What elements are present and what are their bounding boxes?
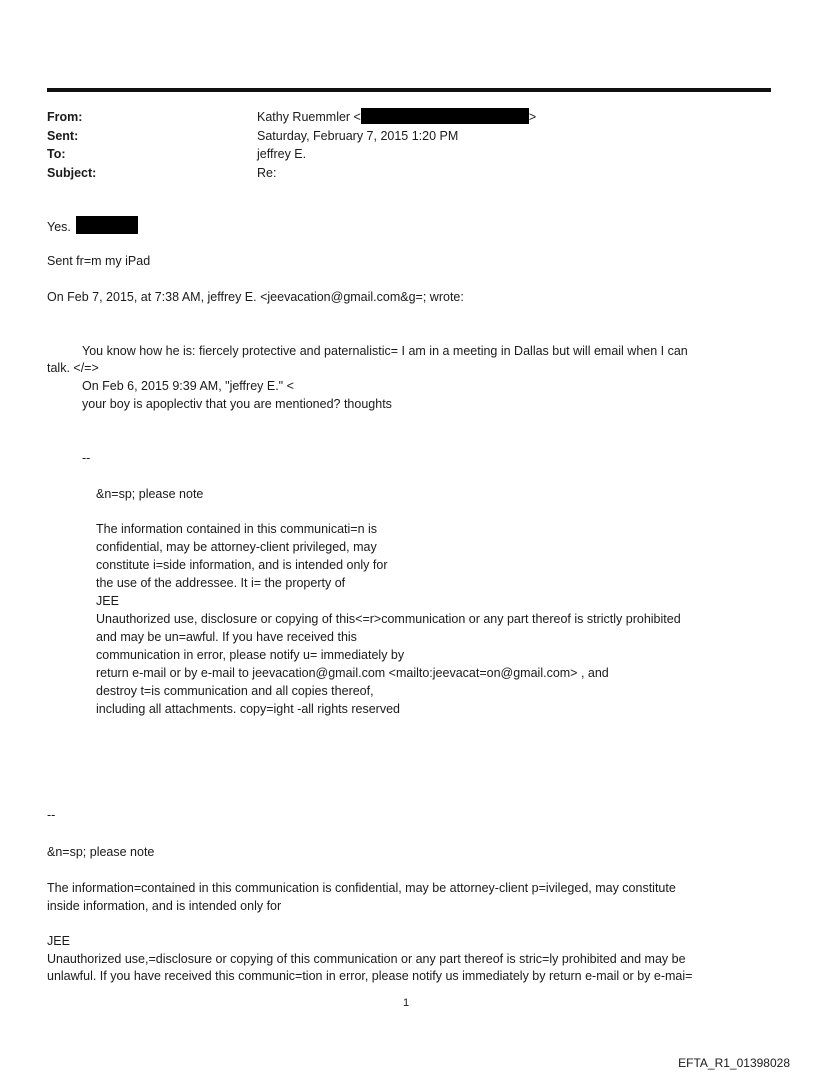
- notice-line: confidential, may be attorney-client privileged, may: [96, 540, 377, 554]
- quote-line-2: talk. </=>: [47, 361, 99, 375]
- yes-line: [47, 216, 138, 236]
- sender-name: Kathy Ruemmler <: [257, 110, 361, 124]
- quote-line-4: your boy is apoplectiv that you are mentioned? thoughts: [82, 397, 392, 411]
- notice3-line-1: Unauthorized use,=disclosure or copying of this communication or any part thereof is stric=ly prohibited and may be: [47, 952, 686, 966]
- sent-row: [47, 127, 771, 146]
- signature-dashes-2: --: [47, 808, 56, 822]
- notice-line: including all attachments. copy=ight -all rights reserved: [96, 702, 400, 716]
- subject-row: [47, 164, 771, 183]
- to-label: To:: [47, 147, 66, 161]
- redaction-box: [76, 216, 138, 234]
- from-value: [257, 108, 536, 127]
- notice-line: The information contained in this communicati=n is: [96, 522, 378, 536]
- email-header: [47, 108, 771, 182]
- bates-number: EFTA_R1_01398028: [678, 1056, 790, 1070]
- from-row: [47, 108, 771, 127]
- notice2-line-1: The information=contained in this communication is confidential, may be attorney-client p=ivileged, may constitute: [47, 881, 676, 895]
- notice-line: and may be un=awful. If you have received this: [96, 630, 357, 644]
- notice-line: constitute i=side information, and is intended only for: [96, 558, 388, 572]
- sent-value: Saturday, February 7, 2015 1:20 PM: [257, 128, 459, 143]
- please-note-2: &n=sp; please note: [47, 845, 155, 859]
- notice-line: destroy t=is communication and all copies thereof,: [96, 684, 374, 698]
- header-rule: [47, 88, 771, 92]
- notice-line: communication in error, please notify u= immediately by: [96, 648, 405, 662]
- sent-label: Sent:: [47, 128, 79, 143]
- subject-value: Re:: [257, 165, 277, 180]
- notice-line: the use of the addressee. It i= the property of: [96, 576, 346, 590]
- quote-line-3: On Feb 6, 2015 9:39 AM, "jeffrey E." <: [82, 379, 294, 393]
- sent-from-line: Sent fr=m my iPad: [47, 254, 151, 268]
- notice-line: JEE: [96, 594, 119, 608]
- notice-line: return e-mail or by e-mail to jeevacation@gmail.com <mailto:jeevacat=on@gmail.com> , and: [96, 666, 609, 680]
- to-row: [47, 145, 771, 164]
- signature-dashes: --: [82, 451, 91, 465]
- yes-text: Yes.: [47, 220, 71, 234]
- jee-line: JEE: [47, 934, 70, 948]
- on-wrote-line: On Feb 7, 2015, at 7:38 AM, jeffrey E. <jeevacation@gmail.com&g=; wrote:: [47, 290, 464, 304]
- please-note-1: &n=sp; please note: [96, 487, 204, 501]
- redaction-box: [361, 108, 529, 124]
- page-number: 1: [403, 997, 410, 1009]
- notice3-line-2: unlawful. If you have received this communic=tion in error, please notify us immediately by return e-mail or by e-mai=: [47, 969, 693, 983]
- subject-label: Subject:: [47, 165, 97, 180]
- to-value: jeffrey E.: [257, 147, 307, 161]
- sender-tail: >: [528, 110, 537, 124]
- confidentiality-notice-1: [96, 520, 681, 718]
- notice-line: Unauthorized use, disclosure or copying of this<=r>communication or any part thereof is strictly prohibited: [96, 612, 681, 626]
- quote-line-1: You know how he is: fiercely protective and paternalistic= I am in a meeting in Dallas but will email when I can: [82, 344, 688, 358]
- notice2-line-2: inside information, and is intended only for: [47, 899, 282, 913]
- from-label: From:: [47, 110, 83, 124]
